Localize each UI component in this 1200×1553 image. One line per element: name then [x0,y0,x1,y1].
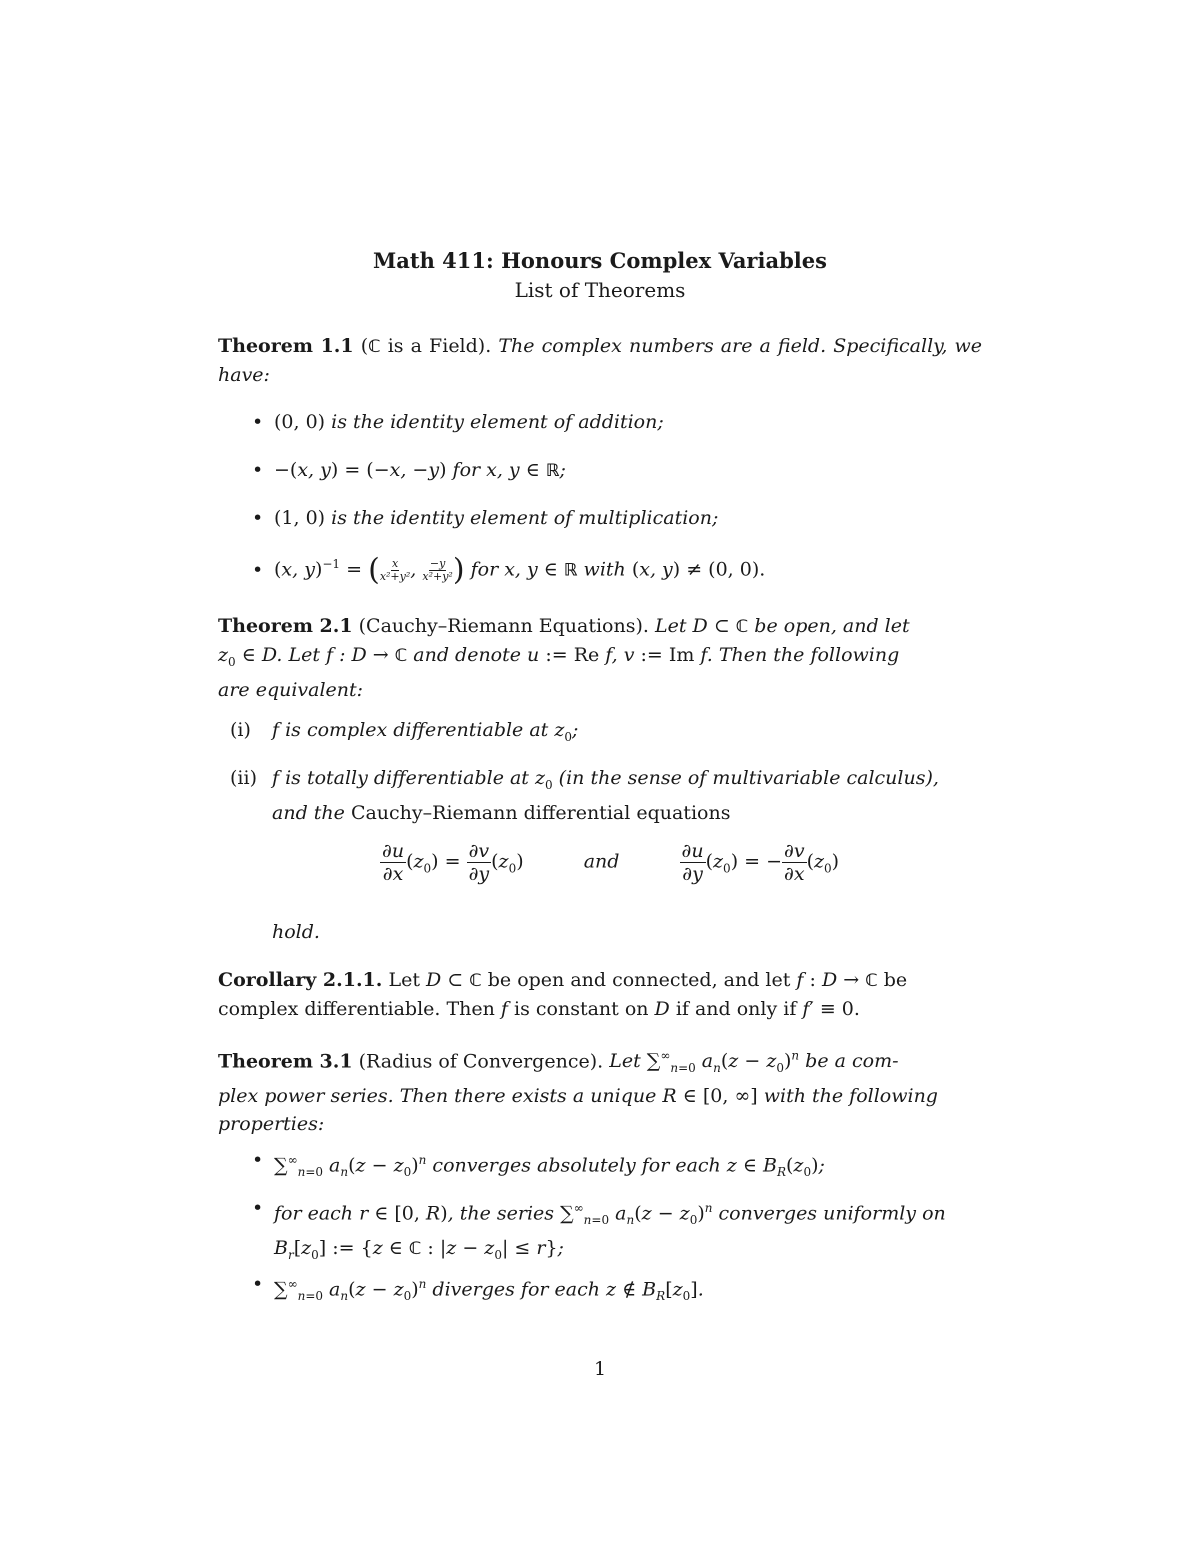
bullet-icon: • [252,507,264,529]
page-number: 1 [593,1358,607,1380]
theorem-name: (ℂ is a Field). [360,335,492,357]
theorem-3-1: Theorem 3.1 (Radius of Convergence). Let $\sum^\infty_{n=0}$ $a_n(z - z_0)^n$ be a com- plex power series. Then there exists a unique R ∈ [0, ∞] with the following properties: [218,1049,938,1136]
theorem-heading: Theorem 2.1 [218,615,353,637]
bullet-icon: • [252,1197,264,1219]
theorem-2-1: Theorem 2.1 (Cauchy–Riemann Equations). Let D ⊂ ℂ be open, and let $z_0$ ∈ D. Let f : D → ℂ and denote u := Re f, v := Im f. Then the following are equivalent: [218,615,910,701]
theorem-name: (Cauchy–Riemann Equations). [358,615,649,637]
bullet-icon: • [252,559,264,581]
corollary-heading: Corollary 2.1.1. [218,969,383,991]
theorem-1-1 [218,332,982,389]
document-page: Math 411: Honours Complex Variables List of Theorems Theorem 1.1 (ℂ is a Field). The complex numbers are a field. Specifically, we have: • (0, 0) is the identity element of addition; • −(x, y) = (−x, −y) for x, y ∈ ℝ; • (1, 0) is the identity element of multiplication; • (x, y)$^{-1}$ = ( $\frac{x}{\text{x²+y²}}$ , $\frac{-y}{\text{x²+y²}}$ ) for x, y ∈ ℝ with (x, y) ≠ (0, 0). Theorem 2.1 (Cauchy–Riemann Equations). Let D ⊂ ℂ be open, and let $z_0$ ∈ D. Let f : D → ℂ and denote u := Re f, v := Im f. Then the following are equivalent: (i) f is complex differentiable at $z_0$; (ii) f is totally differentiable at $z_0$ (in the sense of multivariable calculus), and the Cauchy–Riemann differential equations $\frac{\partial u}{\partial x}$ $(z_0)$ = $\frac{\partial v}{\partial y}$ $(z_0)$ and $\frac{\partial u}{\partial y}$ $(z_0)$ = − $\frac{\partial v}{\partial x}$ $(z_0)$ hold. Corollary 2.1.1. Let D ⊂ ℂ be open and connected, and let f : D → ℂ be complex differentiable. Then f is constant on D if and only if f′ ≡ 0. Theorem 3.1 (Radius of Convergence). Let $\sum^\infty_{n=0}$ $a_n(z - z_0)^n$ be a com- plex power series. Then there exists a unique R ∈ [0, ∞] with the following properties: • $\sum^\infty_{n=0}$ $a_n(z - z_0)^n$ converges absolutely for each z ∈ $B_R(z_0)$; • for each r ∈ [0, R), the series $\sum^\infty_{n=0}$ $a_n(z - z_0)^n$ converges uniformly on $B_r[z_0]$ := {z ∈ ℂ : $|z - z_0| \le r$}; • $\sum^\infty_{n=0}$ $a_n(z - z_0)^n$ diverges for each z ∉ $B_R[z_0]$. 1 [0,0,1200,1553]
corollary-2-1-1: Corollary 2.1.1. Let D ⊂ ℂ be open and connected, and let f : D → ℂ be complex differentiable. Then f is constant on D if and only if f′ ≡ 0. [218,969,908,1020]
document-title: Math 411: Honours Complex Variables [373,248,827,273]
bullet-icon: • [252,459,264,481]
bullet-icon: • [252,411,264,433]
theorem-name: (Radius of Convergence). [358,1050,604,1073]
bullet-icon: • [252,1149,264,1171]
equation-and: and [583,850,620,873]
theorem-statement: The complex numbers are a field. Specifically, we have: [218,335,982,386]
bullet-icon: • [252,1273,264,1295]
document-subtitle: List of Theorems [514,278,686,302]
cauchy-riemann-equations: $\frac{\partial u}{\partial x}$ $(z_0)$ = $\frac{\partial v}{\partial y}$ $(z_0)$ and $\frac{\partial u}{\partial y}$ $(z_0)$ = − $\frac{\partial v}{\partial x}$ $(z_0)$ [382,840,840,885]
theorem-heading: Theorem 3.1 [218,1050,353,1073]
theorem-heading: Theorem 1.1 [218,335,354,357]
